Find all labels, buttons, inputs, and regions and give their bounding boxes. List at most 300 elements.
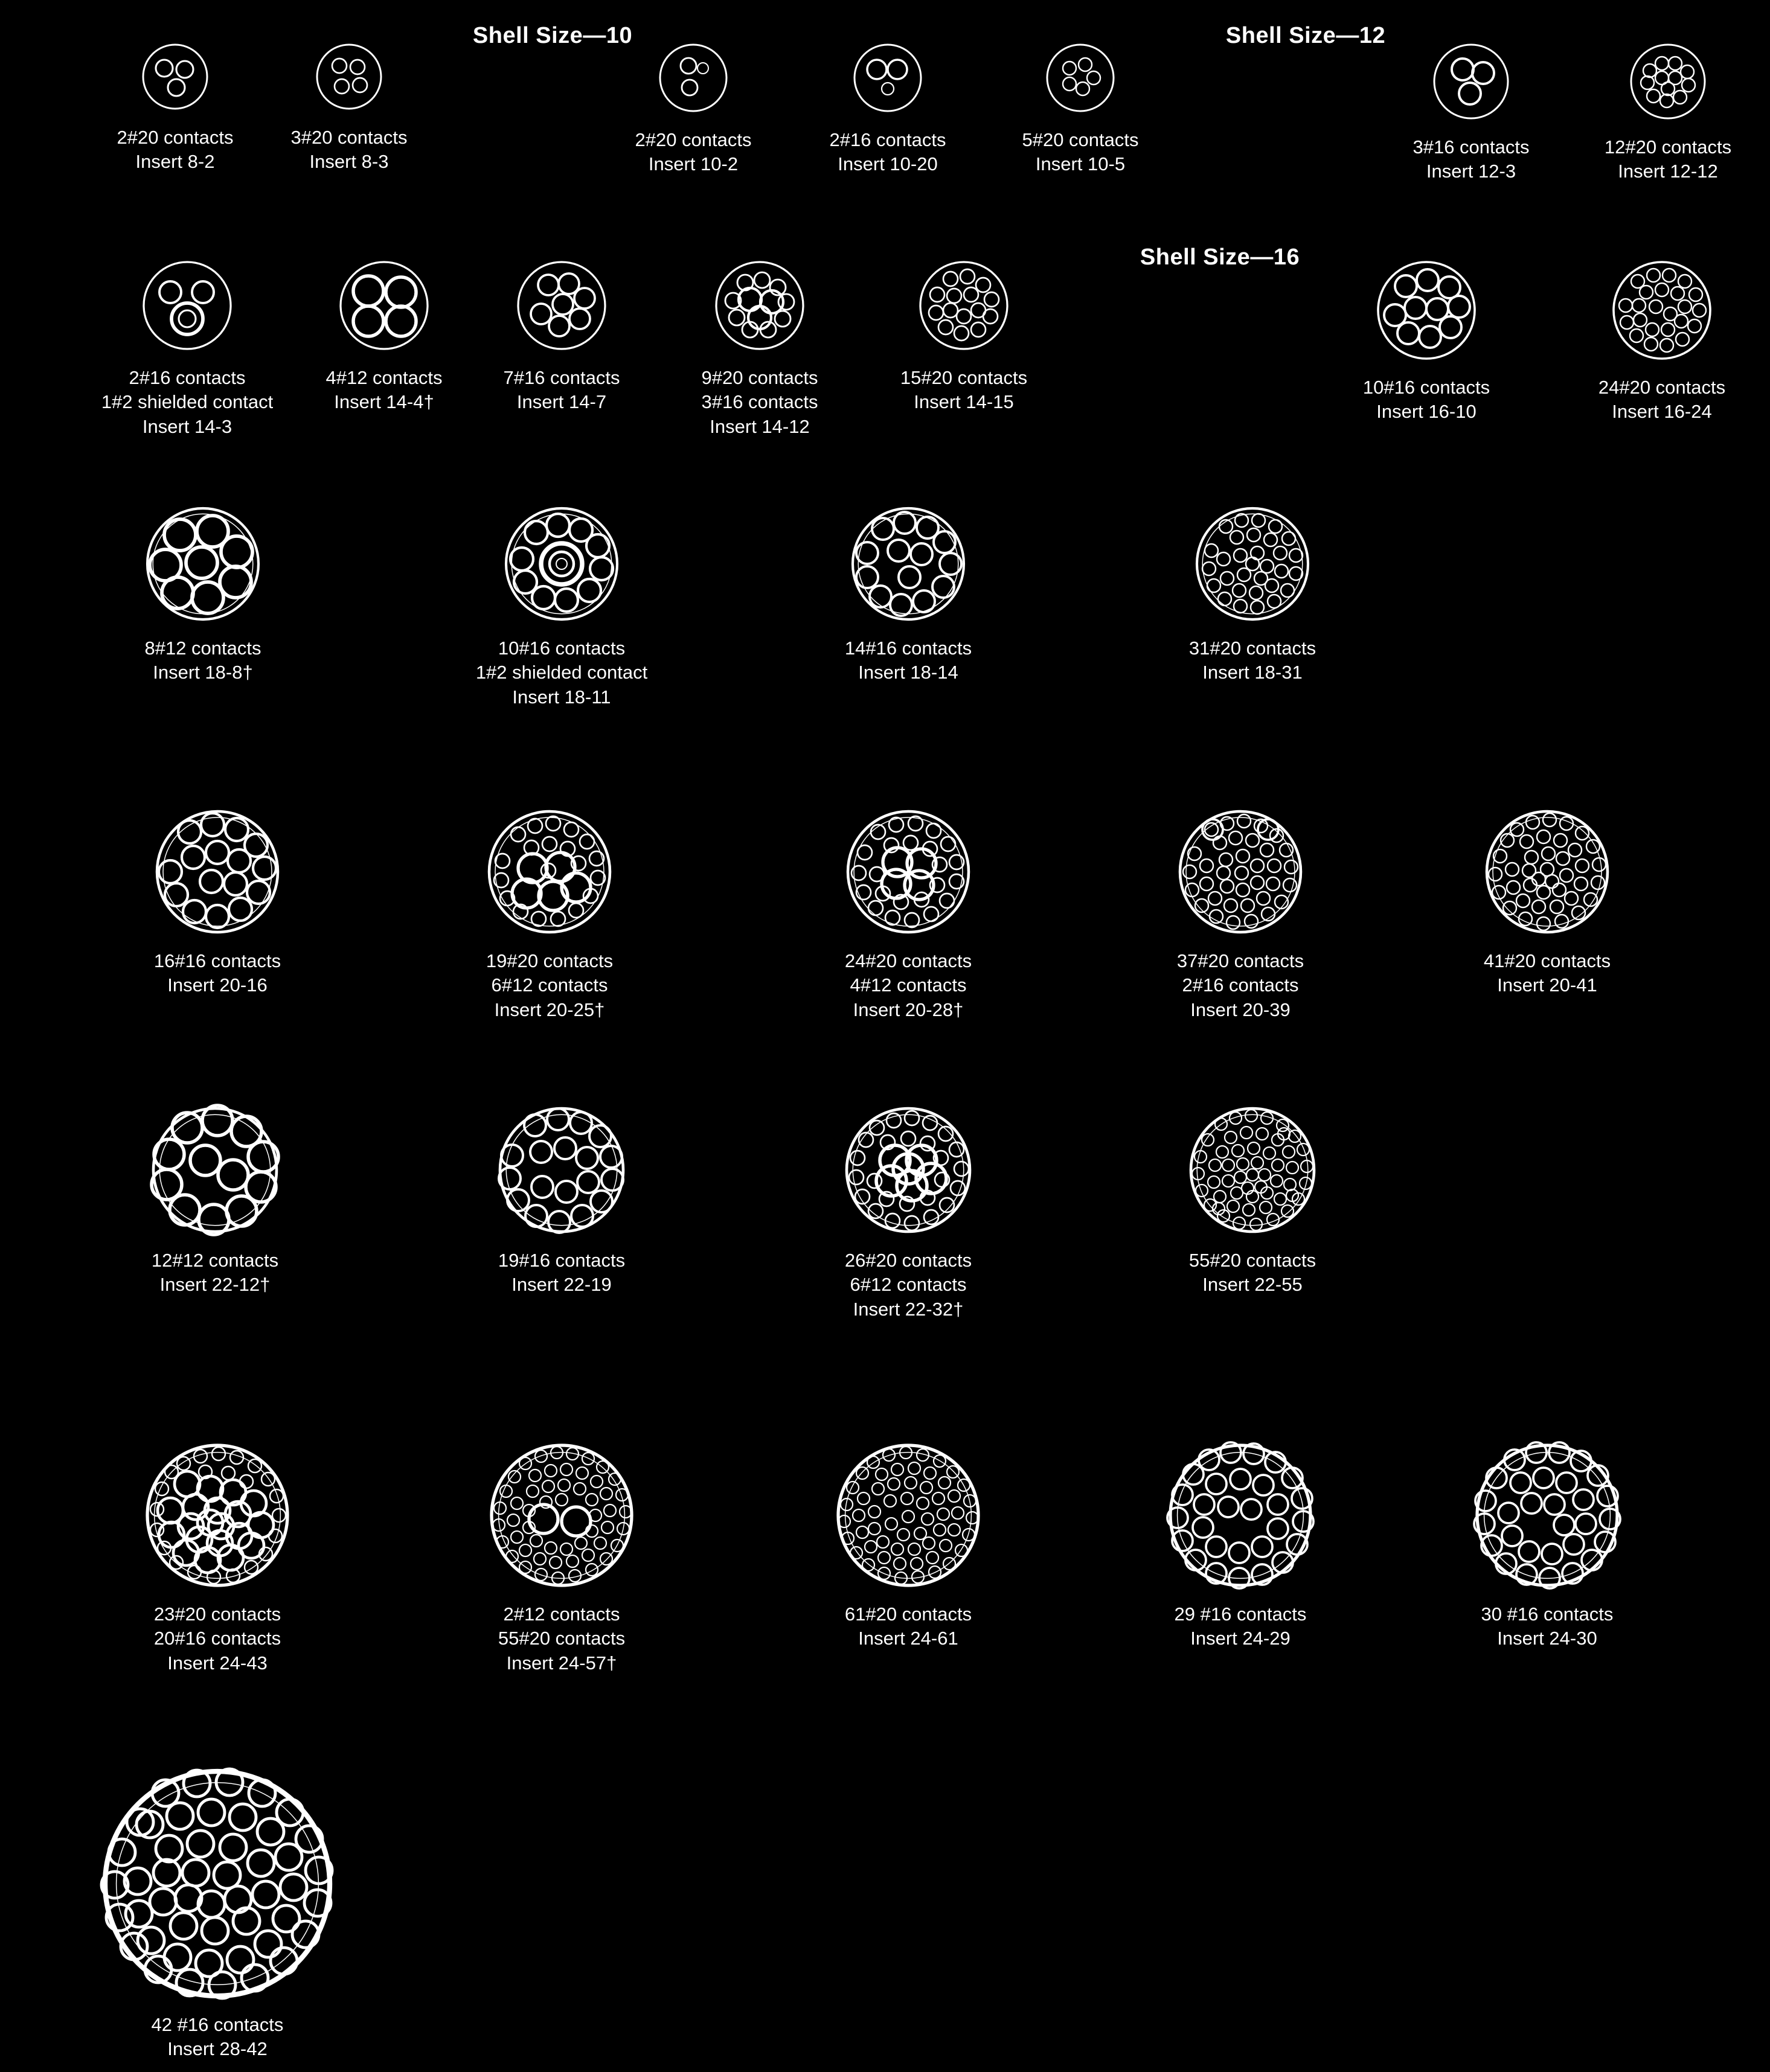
contact-cavity <box>164 1944 191 1971</box>
caption-line: 19#20 contacts <box>486 950 614 971</box>
contact-cavity <box>941 837 955 851</box>
contact-cavity <box>729 310 745 325</box>
contact-cavity <box>591 1476 603 1488</box>
contact-cavity <box>955 1544 967 1556</box>
caption-line: Insert 12-12 <box>1618 161 1718 182</box>
contact-cavity <box>923 1537 935 1549</box>
contact-cavity <box>1284 860 1298 874</box>
contact-cavity <box>1417 269 1438 291</box>
contact-cavity <box>530 1141 552 1163</box>
contact-cavity <box>1233 1217 1245 1229</box>
contact-cavity <box>576 1147 598 1169</box>
contact-cavity <box>1533 1468 1554 1488</box>
caption-line: 37#20 contacts <box>1176 950 1304 971</box>
caption-line: Insert 22-55 <box>1202 1274 1303 1296</box>
shell-outline <box>1434 45 1508 118</box>
contact-cavity <box>1252 514 1265 527</box>
caption-line: 14#16 contacts <box>844 638 972 659</box>
contact-cavity <box>856 1467 868 1479</box>
contact-cavity <box>508 1471 521 1483</box>
contact-cavity <box>1224 899 1237 912</box>
contact-cavity <box>192 582 223 613</box>
contact-cavity <box>1542 847 1555 860</box>
contact-cavity <box>890 594 912 616</box>
caption-line: 10#16 contacts <box>498 638 626 659</box>
contact-cavity <box>1226 916 1240 929</box>
shell-outline <box>341 262 428 349</box>
contact-cavity <box>560 1543 572 1555</box>
insert-face-insert-18-14 <box>844 500 972 628</box>
contact-cavity <box>1272 1159 1284 1171</box>
contact-cavity <box>1537 917 1550 930</box>
contact-cavity <box>332 59 347 73</box>
contact-cavity <box>253 857 276 880</box>
contact-cavity <box>940 1540 952 1552</box>
contact-cavity <box>1632 299 1646 312</box>
contact-cavity <box>1556 852 1570 865</box>
insert-face-insert-18-11 <box>498 500 626 628</box>
contact-cavity <box>261 1472 275 1486</box>
contact-cavity <box>1200 877 1213 891</box>
contact-cavity <box>1225 1131 1237 1143</box>
caption-line: 42 #16 contacts <box>151 2014 284 2035</box>
contact-cavity <box>1222 1175 1234 1187</box>
contact-cavity <box>1240 1127 1252 1139</box>
contact-cavity <box>964 287 978 302</box>
contact-cavity <box>578 579 601 602</box>
contact-cavity <box>1229 831 1242 845</box>
caption-line: Insert 20-28† <box>853 999 964 1020</box>
contact-cavity <box>159 281 181 303</box>
contact-cavity <box>551 912 565 926</box>
caption-line: 9#20 contacts <box>701 367 818 388</box>
contact-cavity <box>220 566 251 598</box>
contact-cavity <box>531 304 551 324</box>
contact-cavity <box>214 1862 240 1888</box>
insert-caption-insert-24-57 <box>498 1602 625 1675</box>
contact-cavity <box>1268 859 1281 872</box>
contact-cavity <box>1555 915 1568 928</box>
insert-face-insert-14-3 <box>135 254 239 357</box>
contact-cavity <box>1669 57 1682 70</box>
shell-outline <box>143 45 207 109</box>
insert-arrangement-insert-22-19 <box>429 1100 694 1297</box>
contact-cavity <box>957 309 971 324</box>
insert-arrangement-insert-18-14 <box>775 500 1041 685</box>
contact-cavity <box>570 1112 592 1134</box>
insert-caption-insert-24-61 <box>845 1602 972 1651</box>
caption-line: Insert 20-39 <box>1190 999 1291 1020</box>
contact-cavity <box>948 1490 960 1502</box>
insert-face-insert-10-5 <box>1039 36 1122 120</box>
contact-cavity <box>847 1482 859 1494</box>
contact-cavity <box>697 63 708 74</box>
contact-cavity <box>887 1113 901 1128</box>
contact-cavity <box>876 1468 888 1480</box>
contact-cavity <box>1284 1178 1296 1191</box>
caption-line: 2#16 contacts <box>829 129 946 150</box>
contact-cavity <box>177 1457 190 1470</box>
contact-cavity <box>1241 1499 1262 1520</box>
contact-cavity <box>507 1514 519 1526</box>
contact-cavity <box>247 881 270 904</box>
contact-cavity <box>943 303 958 318</box>
contact-cavity <box>1560 869 1573 882</box>
contact-cavity <box>853 1509 865 1521</box>
contact-cavity <box>902 1511 914 1523</box>
contact-cavity <box>153 1859 180 1886</box>
contact-cavity <box>867 1456 879 1468</box>
insert-arrangement-insert-16-24 <box>1529 254 1770 424</box>
contact-cavity <box>198 1799 225 1826</box>
contact-cavity <box>856 1526 868 1538</box>
contact-cavity <box>528 819 542 833</box>
contact-cavity <box>1245 1110 1257 1122</box>
contact-cavity <box>1661 82 1675 95</box>
caption-line: Insert 22-32† <box>853 1298 964 1320</box>
caption-line: Insert 24-30 <box>1497 1628 1597 1649</box>
insert-caption-insert-12-3 <box>1412 135 1529 184</box>
contact-cavity <box>353 78 367 92</box>
contact-cavity <box>155 1482 168 1495</box>
shell-outline <box>855 45 921 111</box>
contact-cavity <box>1208 892 1222 905</box>
contact-cavity <box>760 290 783 313</box>
insert-caption-insert-14-4 <box>325 366 442 415</box>
insert-arrangement-insert-20-28 <box>775 803 1041 1022</box>
contact-cavity <box>1526 816 1539 829</box>
insert-arrangement-insert-20-39 <box>1108 803 1373 1022</box>
contact-cavity <box>901 1492 913 1504</box>
contact-cavity <box>1693 304 1706 317</box>
contact-cavity <box>1264 533 1277 546</box>
contact-cavity <box>1236 849 1249 863</box>
contact-cavity <box>1519 1541 1539 1562</box>
contact-cavity <box>353 306 383 336</box>
contact-cavity <box>1510 1472 1531 1493</box>
caption-line: Insert 18-14 <box>858 662 958 683</box>
contact-cavity <box>947 1466 959 1478</box>
contact-cavity <box>510 548 533 571</box>
contact-cavity <box>1281 1205 1294 1217</box>
insert-face-insert-24-29 <box>1162 1437 1319 1594</box>
contact-cavity <box>1280 843 1293 857</box>
contact-cavity <box>894 1558 906 1570</box>
caption-line: Insert 12-3 <box>1426 161 1516 182</box>
insert-face-insert-16-24 <box>1605 254 1719 367</box>
contact-cavity <box>1233 584 1246 597</box>
caption-line: 15#20 contacts <box>900 367 1028 388</box>
contact-cavity <box>1647 269 1660 282</box>
caption-line: 16#16 contacts <box>153 950 281 971</box>
contact-cavity <box>971 322 986 337</box>
caption-line: Insert 14-12 <box>710 415 810 437</box>
insert-face-insert-10-20 <box>846 36 929 120</box>
contact-cavity <box>1671 287 1684 300</box>
contact-cavity <box>501 1145 523 1166</box>
contact-cavity <box>1248 1142 1260 1154</box>
contact-cavity <box>1259 1169 1271 1181</box>
contact-cavity <box>911 543 932 565</box>
contact-cavity <box>1634 313 1647 327</box>
shell-outline <box>506 508 617 619</box>
contact-cavity <box>1620 316 1634 329</box>
contact-cavity <box>1206 1536 1226 1557</box>
caption-line: 1#2 shielded contact <box>475 662 648 683</box>
contact-cavity <box>272 1509 286 1522</box>
contact-cavity <box>932 1492 944 1504</box>
contact-cavity <box>913 590 935 612</box>
contact-cavity <box>1630 329 1643 342</box>
caption-line: Insert 14-4† <box>334 391 434 413</box>
insert-caption-insert-16-24 <box>1598 376 1725 424</box>
caption-line: 31#20 contacts <box>1188 638 1316 659</box>
contact-cavity <box>1544 1494 1565 1515</box>
insert-face-insert-20-39 <box>1172 803 1309 941</box>
insert-arrangement-insert-24-43 <box>85 1437 350 1675</box>
contact-cavity <box>1219 853 1233 866</box>
contact-cavity <box>601 1521 614 1533</box>
contact-cavity <box>888 540 909 561</box>
insert-arrangement-insert-22-55 <box>1120 1100 1385 1297</box>
contact-cavity <box>275 1844 302 1870</box>
contact-cavity <box>924 1210 938 1224</box>
shell-outline <box>1170 1445 1310 1585</box>
contact-cavity <box>1234 549 1247 562</box>
contact-cavity <box>511 1531 523 1543</box>
insert-face-insert-24-61 <box>830 1437 987 1594</box>
contact-cavity <box>1586 840 1600 853</box>
contact-cavity <box>1274 1193 1286 1205</box>
contact-cavity <box>1565 892 1578 905</box>
contact-cavity <box>1210 910 1223 923</box>
caption-line: Insert 14-15 <box>914 391 1014 413</box>
insert-arrangement-insert-20-25 <box>417 803 682 1022</box>
contact-cavity <box>1676 333 1689 346</box>
contact-cavity <box>196 1950 222 1977</box>
insert-arrangement-insert-22-32 <box>775 1100 1041 1322</box>
caption-line: Insert 24-61 <box>858 1628 958 1649</box>
contact-cavity <box>616 1489 628 1501</box>
contact-cavity <box>224 872 247 895</box>
contact-cavity <box>1214 1191 1226 1203</box>
contact-cavity <box>924 907 938 921</box>
contact-cavity <box>170 1913 197 1939</box>
contact-cavity <box>1253 1475 1274 1495</box>
caption-line: 8#12 contacts <box>144 638 261 659</box>
contact-cavity <box>335 79 349 94</box>
contact-cavity <box>1236 883 1249 897</box>
contact-cavity <box>1208 1176 1220 1188</box>
contact-cavity <box>1063 62 1076 75</box>
contact-cavity <box>586 1494 598 1506</box>
contact-cavity <box>575 1537 587 1549</box>
contact-cavity <box>159 860 182 883</box>
contact-cavity <box>1655 283 1669 296</box>
contact-cavity <box>1087 71 1100 85</box>
insert-arrangement-insert-24-61 <box>775 1437 1041 1651</box>
contact-cavity <box>1507 881 1520 894</box>
contact-cavity <box>1230 1112 1242 1124</box>
contact-cavity <box>905 913 919 927</box>
contact-cavity <box>562 1507 591 1536</box>
contact-cavity <box>870 586 891 607</box>
caption-line: 12#12 contacts <box>151 1250 279 1271</box>
contact-cavity <box>222 1466 235 1480</box>
contact-cavity <box>1301 1160 1313 1172</box>
caption-line: Insert 14-7 <box>516 391 607 413</box>
contact-cavity <box>228 849 251 872</box>
caption-line: 10#16 contacts <box>1362 377 1490 398</box>
caption-line: Insert 22-12† <box>159 1274 271 1296</box>
contact-cavity <box>150 549 181 581</box>
contact-cavity <box>507 1189 529 1211</box>
caption-line: Insert 16-10 <box>1376 401 1477 423</box>
insert-arrangement-insert-16-10 <box>1294 254 1559 424</box>
caption-line: 24#20 contacts <box>844 950 972 971</box>
contact-cavity <box>1576 827 1589 840</box>
contact-cavity <box>858 1492 870 1504</box>
contact-cavity <box>954 326 969 341</box>
contact-cavity <box>951 1181 965 1195</box>
contact-cavity <box>889 817 903 832</box>
contact-cavity <box>225 818 248 841</box>
contact-cavity <box>1234 600 1247 613</box>
caption-line: 41#20 contacts <box>1483 950 1611 971</box>
insert-face-insert-24-57 <box>483 1437 640 1594</box>
contact-cavity <box>850 1151 865 1165</box>
contact-cavity <box>586 1564 598 1576</box>
caption-line: 2#12 contacts <box>503 1604 620 1625</box>
contact-cavity <box>1472 62 1494 84</box>
contact-cavity <box>534 1553 546 1565</box>
insert-caption-insert-10-5 <box>1022 128 1138 177</box>
caption-line: 2#20 contacts <box>117 127 234 148</box>
contact-cavity <box>556 1494 568 1506</box>
contact-cavity <box>546 816 560 831</box>
caption-line: 12#20 contacts <box>1604 136 1732 158</box>
contact-cavity <box>156 60 173 77</box>
insert-caption-insert-18-11 <box>476 636 647 709</box>
insert-arrangement-insert-18-8 <box>70 500 336 685</box>
contact-cavity <box>1525 851 1538 864</box>
caption-line: Insert 16-24 <box>1612 401 1712 423</box>
insert-face-insert-20-16 <box>149 803 286 941</box>
insert-arrangement-insert-24-29 <box>1108 1437 1373 1651</box>
contact-cavity <box>386 277 416 307</box>
contact-cavity <box>1643 64 1656 77</box>
contact-cavity <box>1232 1145 1244 1157</box>
contact-cavity <box>1283 878 1297 892</box>
section-title-shell-10: Shell Size—10 <box>472 23 633 48</box>
contact-cavity <box>529 1469 541 1482</box>
contact-cavity <box>182 1859 209 1886</box>
contact-cavity <box>556 1181 577 1203</box>
contact-cavity <box>1183 1464 1204 1485</box>
contact-cavity <box>1246 1169 1259 1181</box>
contact-cavity <box>545 1465 557 1477</box>
insert-face-insert-22-19 <box>492 1100 632 1240</box>
contact-cavity <box>885 1213 900 1228</box>
contact-cavity <box>1277 1119 1289 1131</box>
insert-arrangement-insert-18-31 <box>1120 500 1385 685</box>
contact-cavity <box>168 79 185 96</box>
caption-line: 61#20 contacts <box>844 1604 972 1625</box>
contact-cavity <box>862 1559 874 1571</box>
caption-line: Insert 14-3 <box>142 415 232 437</box>
contact-cavity <box>109 1839 135 1866</box>
contact-cavity <box>1543 813 1556 827</box>
contact-cavity <box>1222 1159 1234 1171</box>
contact-cavity <box>1079 58 1092 71</box>
caption-line: 30 #16 contacts <box>1481 1604 1614 1625</box>
contact-cavity <box>1269 520 1282 533</box>
insert-caption-insert-10-20 <box>829 128 946 177</box>
insert-caption-insert-22-55 <box>1189 1249 1316 1297</box>
contact-cavity <box>1217 866 1230 880</box>
contact-cavity <box>175 1885 202 1911</box>
contact-cavity <box>580 834 594 849</box>
contact-cavity <box>577 1171 599 1193</box>
contact-cavity <box>882 83 894 95</box>
insert-face-insert-20-41 <box>1478 803 1616 941</box>
insert-face-insert-14-7 <box>510 254 614 357</box>
contact-cavity <box>172 303 203 334</box>
insert-caption-insert-14-12 <box>701 366 818 439</box>
contact-cavity <box>924 1467 936 1479</box>
caption-line: 7#16 contacts <box>503 367 620 388</box>
contact-cavity <box>1576 1514 1596 1534</box>
contact-cavity <box>1644 337 1658 351</box>
contact-cavity <box>600 1488 612 1500</box>
contact-cavity <box>917 1497 929 1509</box>
contact-cavity <box>1568 843 1582 857</box>
contact-cavity <box>1268 1518 1288 1539</box>
caption-line: Insert 10-5 <box>1035 153 1126 175</box>
contact-cavity <box>1194 1494 1214 1515</box>
contact-cavity <box>1556 1472 1577 1493</box>
contact-cavity <box>1251 1157 1263 1169</box>
contact-cavity <box>1678 275 1691 288</box>
contact-cavity <box>1235 514 1248 527</box>
contact-cavity <box>1241 899 1254 912</box>
insert-arrangement-insert-24-57 <box>429 1437 694 1675</box>
insert-face-insert-20-28 <box>839 803 977 941</box>
shell-outline <box>1487 811 1608 932</box>
contact-cavity <box>586 534 609 557</box>
insert-caption-insert-8-3 <box>290 126 407 174</box>
caption-line: Insert 20-41 <box>1497 974 1597 996</box>
contact-cavity <box>252 1881 279 1908</box>
contact-cavity <box>908 1543 920 1555</box>
contact-cavity <box>1678 300 1691 313</box>
contact-cavity <box>1300 1177 1312 1189</box>
contact-cavity <box>126 1901 152 1927</box>
contact-cavity <box>971 303 986 318</box>
contact-cavity <box>500 1485 512 1497</box>
contact-cavity <box>885 1518 897 1530</box>
contact-cavity <box>1646 323 1659 336</box>
contact-cavity <box>499 1168 521 1189</box>
shell-outline <box>660 45 726 111</box>
contact-cavity <box>511 827 525 842</box>
contact-cavity <box>506 1550 518 1562</box>
contact-cavity <box>558 1479 570 1491</box>
contact-cavity <box>511 1497 523 1509</box>
shell-outline <box>317 45 381 109</box>
contact-cavity <box>386 306 416 336</box>
contact-cavity <box>1489 868 1502 881</box>
